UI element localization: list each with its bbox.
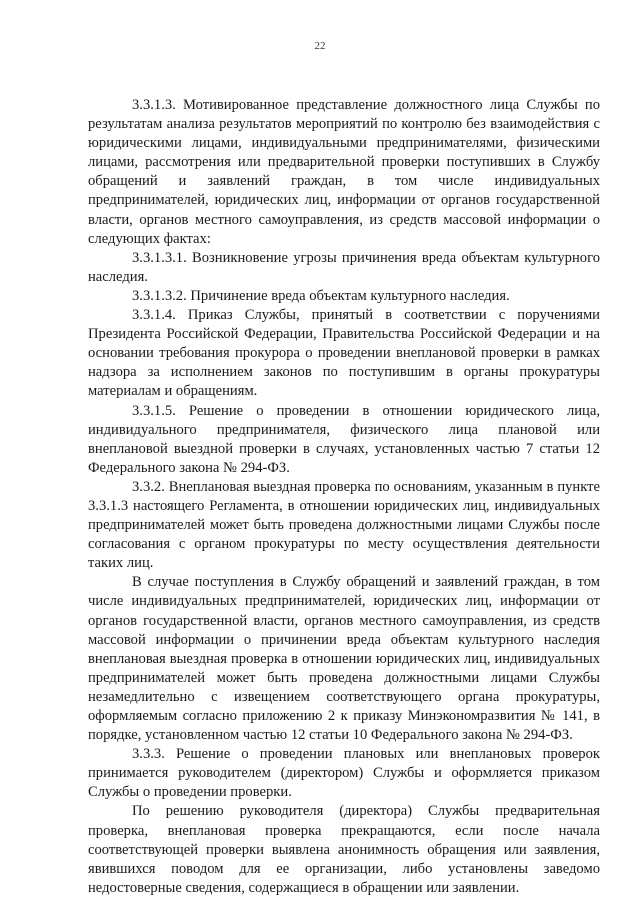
paragraph-3-3-1-4: 3.3.1.4. Приказ Службы, принятый в соответствии с поручениями Президента Российской Федерации, Правительства Российской Федерации и на основании требования прокурора о проведении внеплановой проверки в рамках надзора за исполнением законов по поступившим в органы прокуратуры материалам и обращениям. bbox=[88, 307, 600, 400]
page-number: 22 bbox=[314, 40, 326, 52]
paragraph-termination: По решению руководителя (директора) Службы предварительная проверка, внеплановая проверка прекращаются, если после начала соответствующей проверки выявлена анонимность обращения или заявления, явившихся поводом для ее организации, либо установлены заведомо недостоверные сведения, содержащиеся в обращении или заявлении. bbox=[88, 803, 600, 896]
paragraph-3-3-1-5: 3.3.1.5. Решение о проведении в отношении юридического лица, индивидуального предпринимателя, физического лица плановой или внеплановой выездной проверки в случаях, установленных частью 7 статьи 12 Федерального закона № 294-ФЗ. bbox=[88, 402, 600, 476]
paragraph-3-3-1-3-1: 3.3.1.3.1. Возникновение угрозы причинения вреда объектам культурного наследия. bbox=[88, 249, 600, 285]
paragraph-3-3-1-3: 3.3.1.3. Мотивированное представление должностного лица Службы по результатам анализа результатов мероприятий по контролю без взаимодействия с юридическими лицами, индивидуальными предпринимателями, физическими лицами, рассмотрения или предварительной проверки поступивших в Службу обращений и заявлений граждан, в том числе индивидуальных предпринимателей, юридических лиц, информации от органов государственной власти, органов местного самоуправления, из средств массовой информации о следующих фактах: bbox=[88, 97, 600, 247]
document-body bbox=[88, 96, 600, 898]
paragraph-urgent-inspection: В случае поступления в Службу обращений и заявлений граждан, в том числе индивидуальных предпринимателей, юридических лиц, информации от органов государственной власти, органов местного самоуправления, из средств массовой информации о причинении вреда объектам культурного наследия внеплановая выездная проверка в отношении юридических лиц, индивидуальных предпринимателей может быть проведена должностными лицами Службы незамедлительно с извещением соответствующего органа прокуратуры, оформляемым согласно приложению 2 к приказу Минэкономразвития № 141, в порядке, установленном частью 12 статьи 10 Федерального закона № 294-ФЗ. bbox=[88, 574, 600, 744]
paragraph-3-3-3: 3.3.3. Решение о проведении плановых или внеплановых проверок принимается руководителем (директором) Службы и оформляется приказом Службы о проведении проверки. bbox=[88, 746, 600, 801]
paragraph-3-3-1-3-2: 3.3.1.3.2. Причинение вреда объектам культурного наследия. bbox=[132, 287, 510, 304]
paragraph-3-3-2: 3.3.2. Внеплановая выездная проверка по основаниям, указанным в пункте 3.3.1.3 настоящего Регламента, в отношении юридических лиц, индивидуальных предпринимателей может быть проведена должностными лицами Службы после согласования с органом прокуратуры по месту осуществления деятельности таких лиц. bbox=[88, 478, 600, 572]
